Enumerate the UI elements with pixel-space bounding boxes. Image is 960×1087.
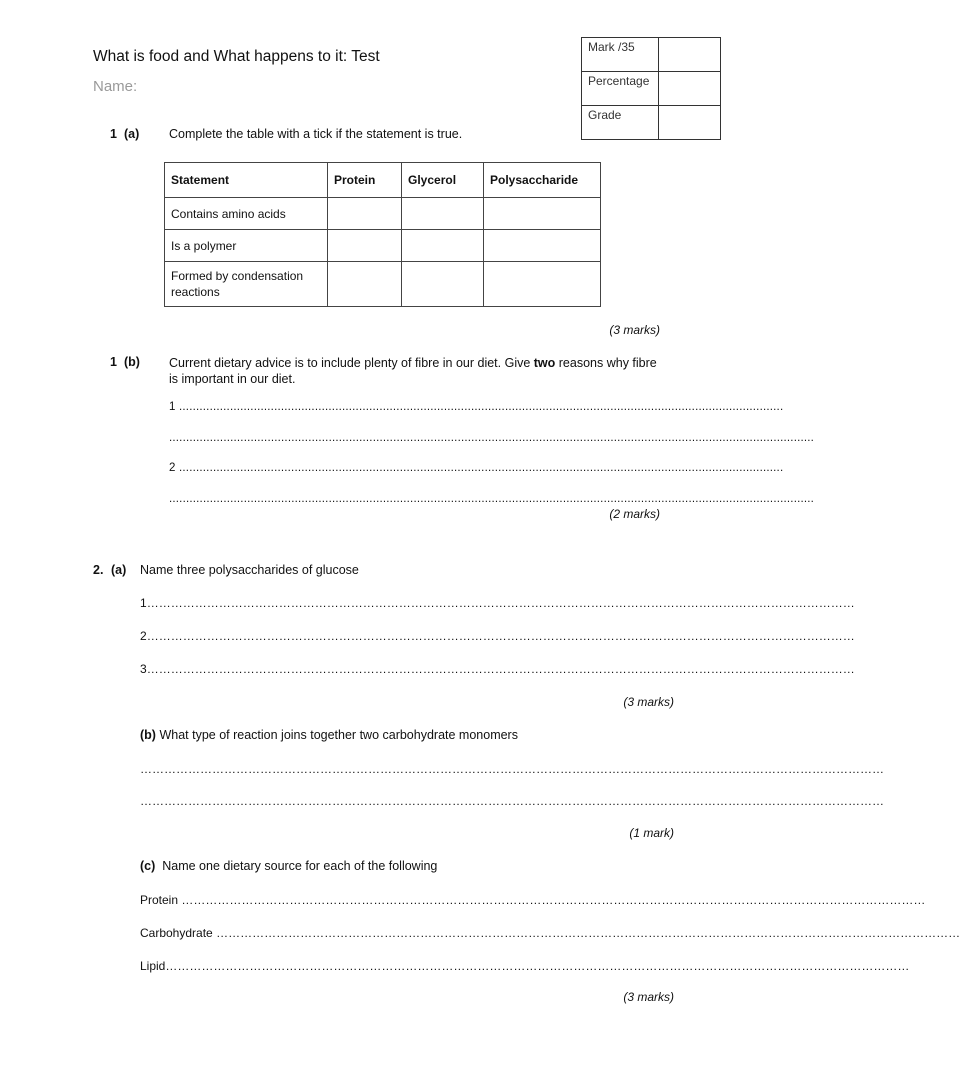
q2b-question [140,728,518,742]
q1b-number: 1 [110,355,117,369]
q2c-part: (c) [140,859,156,873]
tick-cell-protein[interactable] [328,262,402,307]
dotted-leader: …………………………………………………………………………………………………………………………………………………………… [146,629,855,643]
answer-line-1[interactable] [169,401,784,413]
q1b-text-bold: two [533,356,556,370]
mark-value-cell[interactable] [659,38,721,72]
percentage-value-cell[interactable] [659,72,721,106]
q2a-part: (a) [111,563,127,577]
q2c-marks: (3 marks) [623,990,674,1004]
q2a-answer-line-2[interactable] [140,629,855,643]
tick-cell-glycerol[interactable] [402,198,484,230]
mark-label: Mark /35 [582,38,659,72]
q2c-lipid-line[interactable] [140,959,910,973]
q2c-text: Name one dietary source for each of the following [162,859,438,873]
q2b-answer-line-1[interactable] [140,762,884,776]
dotted-leader: .............................................................................................................................................................................................. [169,493,815,505]
q1b-part: (b) [124,355,140,369]
q2c-lipid-label: Lipid [140,959,166,973]
statement-cell: Is a polymer [165,230,328,262]
q2a-line-2-number: 2 [140,629,147,643]
tick-cell-glycerol[interactable] [402,262,484,307]
dotted-leader: .............................................................................................................................................................................................. [169,432,815,444]
q2c-question [140,859,437,873]
dotted-leader: …………………………………………………………………………………………………………………………………………………………… [146,662,855,676]
answer-line-1-continued[interactable] [169,432,815,444]
q2a-line-1-number: 1 [140,596,147,610]
q2a-marks: (3 marks) [623,695,674,709]
tick-cell-protein[interactable] [328,198,402,230]
answer-line-2[interactable] [169,462,784,474]
q2a-answer-line-1[interactable] [140,596,855,610]
tick-cell-polysaccharide[interactable] [484,262,601,307]
name-label: Name: [93,78,138,95]
tick-cell-polysaccharide[interactable] [484,198,601,230]
q2c-protein-label: Protein [140,893,179,907]
q2b-part: (b) [140,728,156,742]
q2a-text: Name three polysaccharides of glucose [140,563,359,577]
tick-cell-polysaccharide[interactable] [484,230,601,262]
page-title: What is food and What happens to it: Test [93,48,380,65]
dotted-leader: .................................................................................................................................................................................. [179,462,784,474]
tick-table-header: Polysaccharide [484,163,601,198]
q1b-text-before: Current dietary advice is to include plenty of fibre in our diet. Give [169,356,534,370]
answer-line-2-continued[interactable] [169,493,815,505]
q2c-carbohydrate-label: Carbohydrate [140,926,213,940]
tick-table-header: Glycerol [402,163,484,198]
dotted-leader: …………………………………………………………………………………………………………………………………………………………………… [165,959,910,973]
table-row [165,230,601,262]
statement-cell: Contains amino acids [165,198,328,230]
q1b-marks: (2 marks) [609,507,660,521]
q1a-text: Complete the table with a tick if the statement is true. [169,127,463,141]
tick-table-header: Protein [328,163,402,198]
statement-cell: Formed by condensation reactions [165,262,328,307]
dotted-leader: …………………………………………………………………………………………………………………………………………………………… [146,596,855,610]
q2-number: 2. [93,563,104,577]
q2b-marks: (1 mark) [629,826,674,840]
mark-box [581,37,721,140]
dotted-leader: …………………………………………………………………………………………………………………………………………………………………… [140,762,884,776]
dotted-leader: .................................................................................................................................................................................. [179,401,784,413]
percentage-label: Percentage [582,72,659,106]
grade-label: Grade [582,106,659,140]
q2c-carbohydrate-line[interactable] [140,926,960,940]
q2a-line-3-number: 3 [140,662,147,676]
q1a-number: 1 [110,127,117,141]
tick-cell-glycerol[interactable] [402,230,484,262]
q2c-protein-line[interactable] [140,893,926,907]
tick-table-header-row [165,163,601,198]
dotted-leader: …………………………………………………………………………………………………………………………………………………………………… [140,794,884,808]
dotted-leader: …………………………………………………………………………………………………………………………………………………………………… [216,926,960,940]
table-row [165,262,601,307]
answer-line-1-number: 1 [169,401,176,413]
q1a-part: (a) [124,127,140,141]
q2a-answer-line-3[interactable] [140,662,855,676]
q1b-text-after: reasons why fibre is important in our diet. [169,356,657,386]
q1a-marks: (3 marks) [609,323,660,337]
q2b-answer-line-2[interactable] [140,794,884,808]
tick-table [164,162,601,307]
table-row [165,198,601,230]
dotted-leader: …………………………………………………………………………………………………………………………………………………………………… [181,893,926,907]
tick-table-header: Statement [165,163,328,198]
q2b-text: What type of reaction joins together two carbohydrate monomers [159,728,518,742]
answer-line-2-number: 2 [169,462,176,474]
tick-cell-protein[interactable] [328,230,402,262]
grade-value-cell[interactable] [659,106,721,140]
q1b-text [169,355,659,387]
